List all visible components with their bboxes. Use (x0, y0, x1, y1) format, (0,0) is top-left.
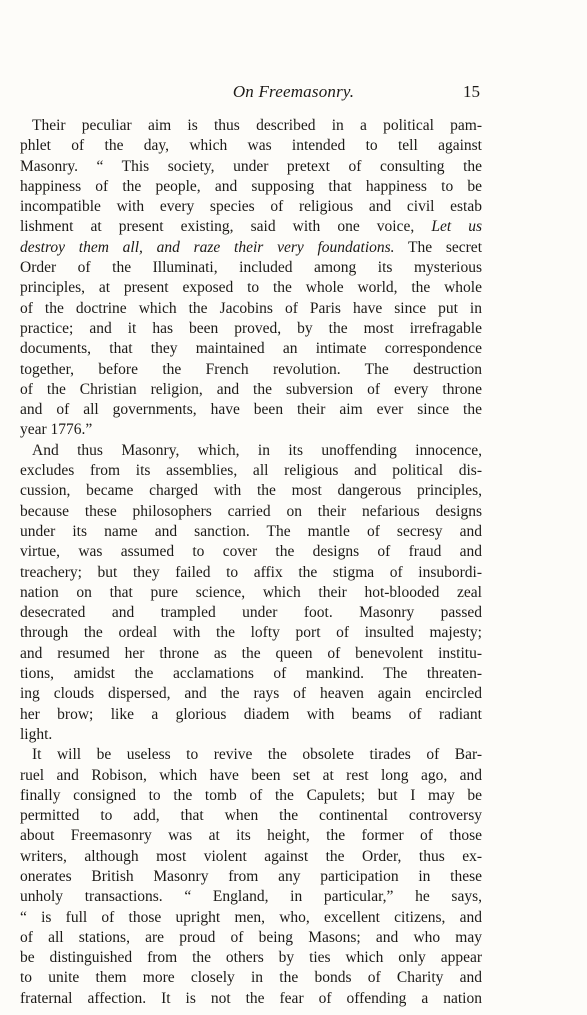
text-line: virtue, was assumed to cover the designs of fraud and (20, 543, 482, 561)
text-line: writers, although most violent against the Order, thus ex- (20, 847, 482, 865)
text-line: and of all governments, have been their aim ever since the (20, 401, 482, 419)
text-line: of all stations, are proud of being Masons; and who may (20, 928, 482, 946)
running-title: On Freemasonry. (232, 82, 355, 101)
text-line: lishment at present existing, said with one voice, Let us (20, 218, 483, 236)
text-line: incompatible with every species of religious and civil estab (20, 198, 482, 216)
text-line: And thus Masonry, which, in its unoffending innocence, (32, 441, 482, 459)
italic-phrase: Let us (431, 218, 483, 236)
text-line: unholy transactions. “ England, in particular,” he says, (20, 888, 482, 906)
italic-phrase: destroy them all, and raze their very foundations. (20, 238, 395, 256)
text-line: phlet of the day, which was intended to tell against (20, 137, 482, 155)
text-line: ing clouds dispersed, and the rays of heaven again encircled (20, 685, 482, 703)
text-line: because these philosophers carried on their nefarious designs (20, 502, 482, 520)
text-line: happiness of the people, and supposing that happiness to be (20, 177, 482, 195)
text-line: Order of the Illuminati, included among its mysterious (20, 259, 482, 277)
text-line: nation on that pure science, which their hot-blooded zeal (20, 583, 482, 601)
page-header (0, 82, 587, 106)
body-text (20, 116, 482, 1009)
text-line: desecrated and trampled under foot. Masonry passed (20, 604, 482, 622)
text-line: year 1776.” (20, 421, 93, 439)
text-line: under its name and sanction. The mantle of secresy and (20, 522, 482, 540)
text-line: principles, at present exposed to the whole world, the whole (20, 279, 482, 297)
text-line: through the ordeal with the lofty port of insulted majesty; (20, 624, 482, 642)
text-line: and resumed her throne as the queen of benevolent institu- (20, 644, 482, 662)
page-number: 15 (463, 82, 480, 101)
text-line: fraternal affection. It is not the fear of offending a nation (20, 989, 482, 1007)
text-line: be distinguished from the others by ties which only appear (20, 949, 482, 967)
text-line: ruel and Robison, which have been set at rest long ago, and (20, 766, 482, 784)
text-line: light. (20, 725, 53, 743)
text-line: destroy them all, and raze their very foundations. The secret (20, 238, 482, 256)
text-line: Their peculiar aim is thus described in a political pam- (32, 117, 482, 134)
text-line: practice; and it has been proved, by the most irrefragable (20, 319, 482, 337)
text-line: her brow; like a glorious diadem with beams of radiant (20, 705, 482, 723)
text-line: It will be useless to revive the obsolete tirades of Bar- (32, 746, 482, 764)
text-line: cussion, became charged with the most dangerous principles, (20, 482, 482, 500)
text-line: onerates British Masonry from any participation in these (20, 867, 482, 885)
text-line: together, before the French revolution. The destruction (20, 360, 482, 378)
text-line: about Freemasonry was at its height, the former of those (20, 827, 482, 845)
text-line: documents, that they maintained an intimate correspondence (20, 340, 482, 358)
text-line: of the Christian religion, and the subversion of every throne (20, 380, 482, 398)
text-line: permitted to add, that when the continental controversy (20, 807, 482, 825)
text-line: of the doctrine which the Jacobins of Paris have since put in (20, 299, 482, 317)
text-line: finally consigned to the tomb of the Capulets; but I may be (20, 786, 482, 804)
text-line: excludes from its assemblies, all religious and political dis- (20, 462, 482, 480)
text-line: “ is full of those upright men, who, excellent citizens, and (20, 908, 482, 926)
text-line: to unite them more closely in the bonds of Charity and (20, 969, 482, 987)
text-line: treachery; but they failed to affix the stigma of insubordi- (20, 563, 482, 581)
text-line: tions, amidst the acclamations of mankind. The threaten- (20, 665, 482, 683)
text-line: Masonry. “ This society, under pretext of consulting the (20, 157, 482, 175)
